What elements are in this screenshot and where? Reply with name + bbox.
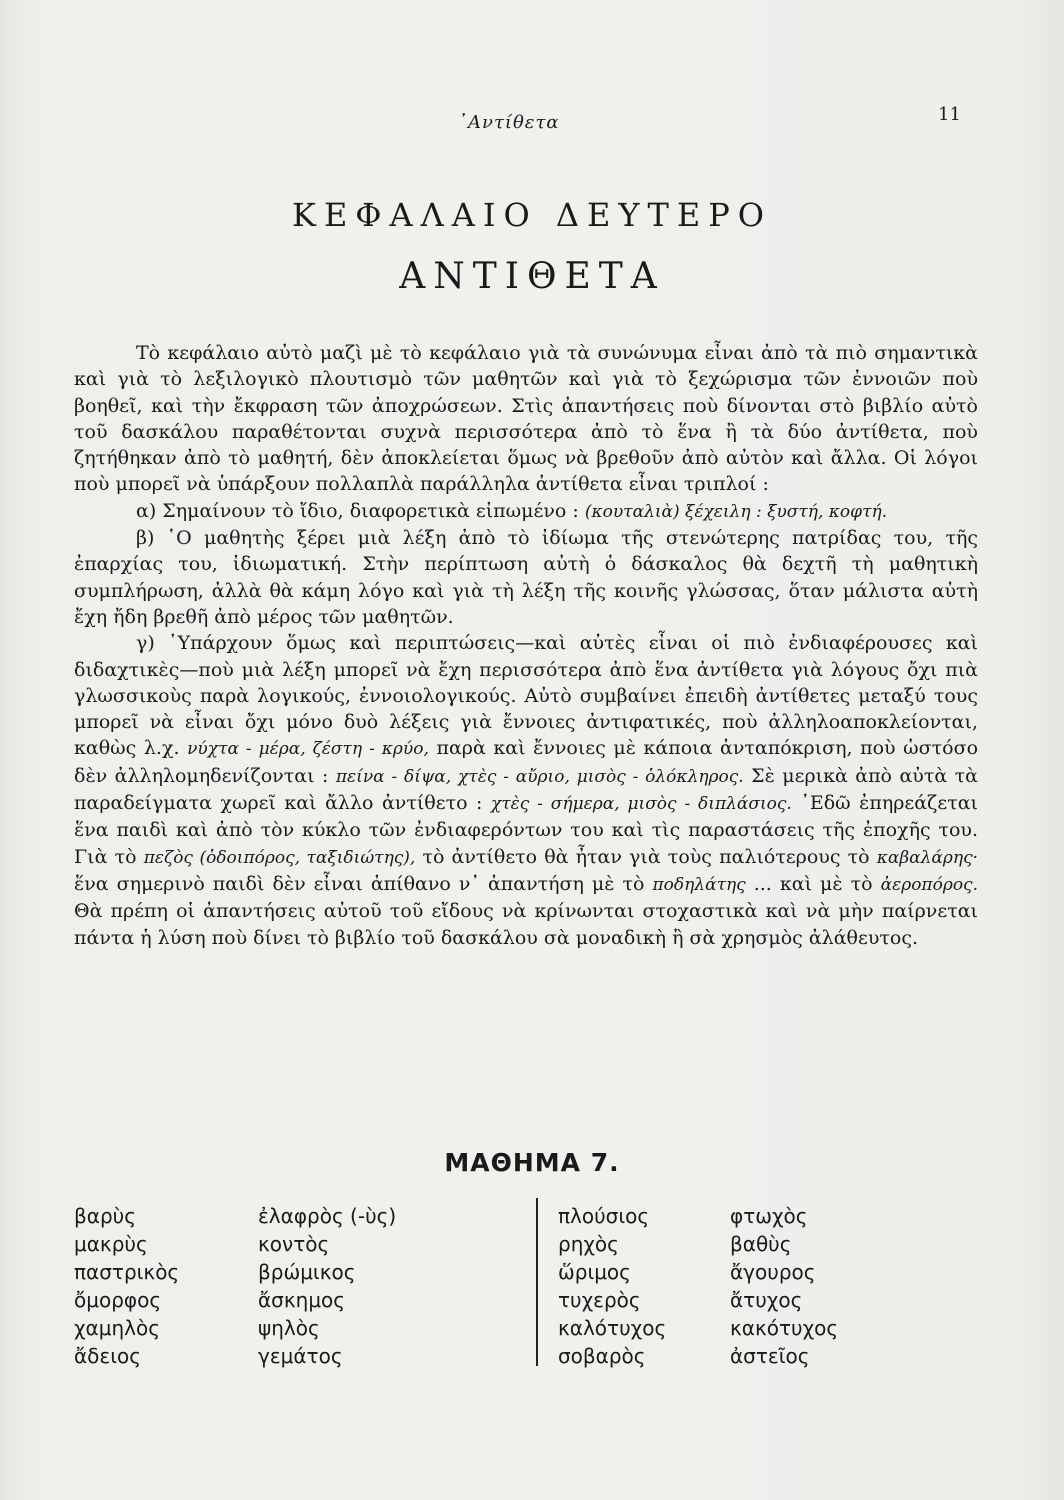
word-item: ἀστεῖος [730, 1344, 810, 1368]
point-c-text: γ) ῾Υπάρχουν ὅμως καὶ περιπτώσεις—καὶ αὐτὲς εἶναι οἱ πιὸ ἐνδιαφέρουσες καὶ διδαχτικὲς—ποὺ μιὰ λέξη μπορεῖ νὰ ἔχη περισσότερα ἀπὸ ἕνα ἀντίθετα γιὰ λόγους ὄχι πιὰ γλωσσικοὺς παρὰ λογικούς, ἐννοιολογικούς. Αὐτὸ συμβαίνει ἐπειδὴ ἀντίθετες μεταξύ τους μπορεῖ νὰ εἶναι ὄχι μόνο δυὸ λέξεις γιὰ ἔννοιες ἀντιφατικές, ποὺ ἀλληλοαποκλείονται, καθὼς λ.χ. [74, 632, 978, 760]
word-item: γεμάτος [258, 1344, 343, 1368]
word-column-1 [74, 1202, 179, 1370]
lesson-heading: ΜΑΘΗΜΑ 7. [444, 1148, 620, 1177]
point-a-paragraph [74, 498, 978, 525]
word-item: πλούσιος [558, 1204, 650, 1228]
word-column-3 [558, 1202, 666, 1370]
point-c-text: ... καὶ μὲ τὸ [745, 872, 881, 895]
word-item: βρώμικος [258, 1260, 356, 1284]
point-c-text: ᾿Εδῶ ἐπηρεάζεται ἕνα παιδὶ καὶ ἀπὸ τὸν κύκλο τῶν ἐνδιαφερόντων του καὶ τὶς παραστάσεις τῆς ἐποχῆς του. Γιὰ τὸ [74, 792, 978, 868]
column-divider [536, 1198, 538, 1366]
chapter-label: ΚΕΦΑΛΑΙΟ ΔΕΥΤΕΡΟ [292, 196, 772, 234]
word-column-4 [730, 1202, 838, 1370]
point-c-example: πεζὸς (ὁδοιπόρος, ταξιδιώτης), [143, 847, 416, 868]
intro-paragraph: Τὸ κεφάλαιο αὐτὸ μαζὶ μὲ τὸ κεφάλαιο γιὰ τὰ συνώνυμα εἶναι ἀπὸ τὰ πιὸ σημαντικὰ καὶ γιὰ τὸ λεξιλογικὸ πλουτισμὸ τῶν μαθητῶν καὶ γιὰ τὸ ξεχώρισμα τῶν ἐννοιῶν ποὺ βοηθεῖ, καὶ τὴν ἔκφραση τῶν ἀποχρώσεων. Στὶς ἀπαντήσεις ποὺ δίνονται στὸ βιβλίο αὐτὸ τοῦ δασκάλου παραθέτονται συχνὰ περισσότερα ἀπὸ τὸ ἕνα ἢ τὰ δύο ἀντίθετα, ποὺ ζητήθηκαν ἀπὸ τὸ μαθητή, δὲν ἀποκλείεται ὅμως νὰ βρεθοῦν ἀπὸ αὐτὸν καὶ ἄλλα. Οἱ λόγοι ποὺ μπορεῖ νὰ ὑπάρξουν πολλαπλὰ παράλληλα ἀντίθετα εἶναι τριπλοί : [74, 342, 978, 496]
word-item: ρηχὸς [558, 1232, 619, 1256]
point-c-example: ἀεροπόρος. [880, 874, 978, 895]
point-c-text: Σὲ μερικὰ ἀπὸ αὐτὰ τὰ παραδείγματα χωρεῖ καὶ ἄλλο ἀντίθετο : [74, 764, 978, 815]
word-item: φτωχὸς [730, 1204, 808, 1228]
word-item: κακότυχος [730, 1316, 839, 1340]
word-item: χαμηλὸς [74, 1316, 160, 1340]
point-c-text: τὸ ἀντίθετο θὰ ἦταν γιὰ τοὺς παλιότερους τὸ [415, 845, 877, 868]
word-item: ἐλαφρὸς (-ὺς) [258, 1204, 397, 1228]
point-c-paragraph [74, 630, 978, 951]
chapter-title: ΑΝΤΙΘΕΤΑ [399, 256, 665, 297]
point-a-text: α) Σημαίνουν τὸ ἴδιο, διαφορετικὰ εἰπωμένο : [136, 499, 585, 522]
point-a-example: (κουταλιὰ) ξέχειλη : ξυστή, κοφτή. [584, 501, 888, 522]
point-c-example: καβαλάρης· [876, 847, 978, 868]
point-c-example: νύχτα - μέρα, ζέστη - κρύο, [187, 739, 429, 760]
word-column-2 [258, 1202, 396, 1370]
word-item: ἄδειος [74, 1344, 141, 1368]
running-head: ᾿Αντίθετα [458, 112, 560, 133]
point-c-text: Θὰ πρέπη οἱ ἀπαντήσεις αὐτοῦ τοῦ εἴδους νὰ κρίνωνται στοχαστικὰ καὶ νὰ μὴν παίρνεται πάντα ἡ λύση ποὺ δίνει τὸ βιβλίο τοῦ δασκάλου σὰ μοναδικὴ ἢ σὰ χρησμὸς ἀλάθευτος. [74, 900, 978, 949]
word-item: ἄτυχος [730, 1288, 803, 1312]
point-c-text: ἕνα σημερινὸ παιδὶ δὲν εἶναι ἀπίθανο ν᾿ ἀπαντήση μὲ τὸ [74, 872, 653, 895]
word-item: βαρὺς [74, 1204, 136, 1228]
word-item: ψηλὸς [258, 1316, 320, 1340]
word-item: ἄσκημος [258, 1288, 346, 1312]
word-item: ὥριμος [558, 1260, 631, 1284]
word-item: ὄμορφος [74, 1288, 162, 1312]
word-item: σοβαρὸς [558, 1344, 646, 1368]
word-item: μακρὺς [74, 1232, 148, 1256]
word-item: βαθὺς [730, 1232, 792, 1256]
page-number: 11 [938, 104, 961, 125]
word-item: τυχερὸς [558, 1288, 641, 1312]
body-text [74, 340, 978, 951]
point-c-text: παρὰ καὶ ἔννοιες μὲ κάποια ἀνταπόκριση, ποὺ ὡστόσο δὲν ἀλληλομηδενίζονται : [74, 737, 979, 787]
word-item: παστρικὸς [74, 1260, 180, 1284]
point-b-paragraph: β) ῾Ο μαθητὴς ξέρει μιὰ λέξη ἀπὸ τὸ ἰδίωμα τῆς στενώτερης πατρίδας του, τῆς ἐπαρχίας του, ἰδιωματική. Στὴν περίπτωση αὐτὴ ὁ δάσκαλος θὰ δεχτῆ τὴ μαθητικὴ συμπλήρωση, ἀλλὰ θὰ κάμη λόγο καὶ γιὰ τὴ λέξη τῆς κοινῆς γλώσσας, ὅταν μάλιστα αὐτὴ ἔχη ἤδη βρεθῆ ἀπὸ μέρος τῶν μαθητῶν. [74, 527, 978, 628]
word-item: καλότυχος [558, 1316, 667, 1340]
word-item: ἄγουρος [730, 1260, 816, 1284]
point-c-example: χτὲς - σήμερα, μισὸς - διπλάσιος. [490, 794, 792, 815]
point-c-example: ποδηλάτης [652, 874, 746, 895]
word-item: κοντὸς [258, 1232, 330, 1256]
point-c-example: πείνα - δίψα, χτὲς - αὔριο, μισὸς - ὁλόκληρος. [335, 766, 744, 787]
